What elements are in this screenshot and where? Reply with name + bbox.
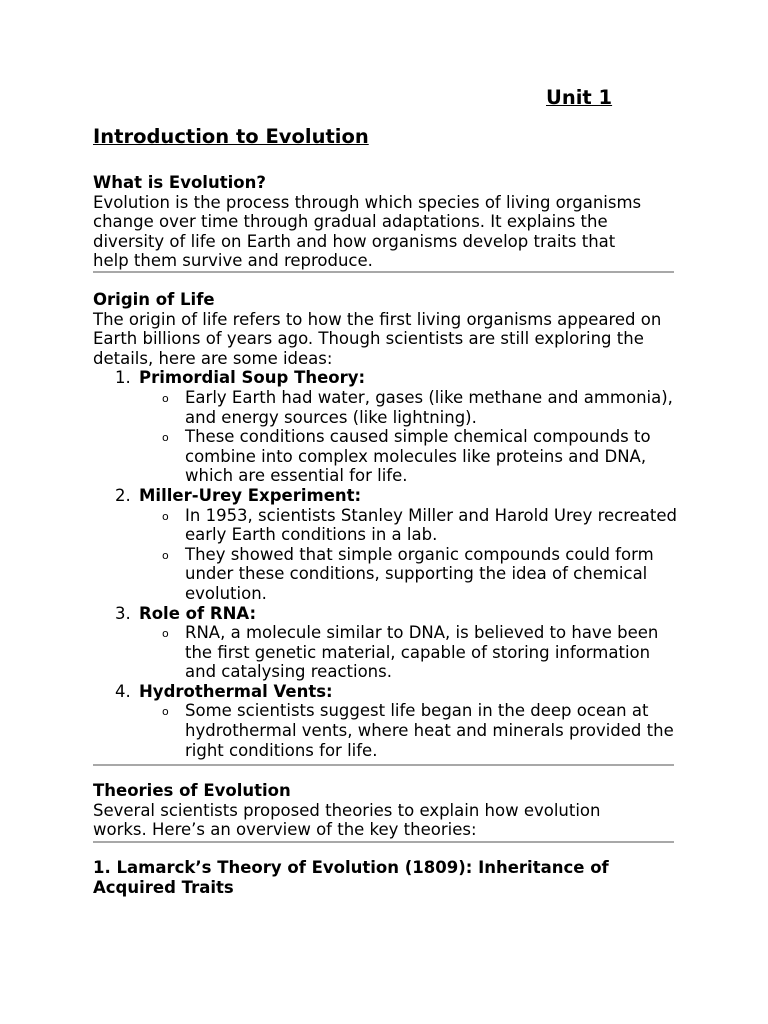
origin-list-item	[93, 486, 693, 604]
sub-list-text: RNA, a molecule similar to DNA, is believed to have been the first genetic material, capable of storing information and catalysing reactions.	[185, 623, 659, 682]
section-paragraph: Evolution is the process through which species of living organisms change over time through gradual adaptations. It explains the diversity of life on Earth and how organisms develop traits that help them survive and reproduce.	[93, 192, 642, 271]
list-item-title: Role of RNA:	[139, 603, 257, 623]
section-heading: What is Evolution?	[93, 173, 266, 192]
divider	[93, 764, 674, 766]
origin-list	[93, 368, 693, 760]
bullet-icon: o	[162, 431, 169, 445]
bullet-icon: o	[162, 705, 169, 719]
lamarck-heading: 1. Lamarck’s Theory of Evolution (1809): Inheritance of Acquired Traits	[93, 858, 609, 897]
bullet-icon: o	[162, 548, 169, 562]
sub-list	[139, 701, 693, 760]
origin-list-item	[93, 682, 693, 760]
list-item-title: Miller-Urey Experiment:	[139, 485, 362, 505]
section-theories-of-evolution	[93, 781, 693, 840]
section-heading: Theories of Evolution	[93, 781, 291, 800]
bullet-icon: o	[162, 509, 169, 523]
list-number: 1.	[115, 368, 131, 388]
sub-list-item	[162, 387, 685, 427]
sub-list-text: Early Earth had water, gases (like methane and ammonia), and energy sources (like lightning).	[185, 387, 673, 427]
divider	[93, 841, 674, 843]
unit-label: Unit 1	[546, 86, 613, 109]
section-origin-of-life	[93, 290, 693, 760]
sub-list	[139, 506, 693, 604]
sub-list	[139, 623, 693, 682]
sub-list-item	[162, 623, 685, 682]
section-paragraph: The origin of life refers to how the first living organisms appeared on Earth billions of years ago. Though scientists are still exploring the details, here are some ideas:	[93, 309, 662, 368]
bullet-icon: o	[162, 627, 169, 641]
sub-list-text: In 1953, scientists Stanley Miller and Harold Urey recreated early Earth conditions in a lab.	[185, 505, 678, 545]
section-paragraph: Several scientists proposed theories to explain how evolution works. Here’s an overview of the key theories:	[93, 800, 601, 840]
list-number: 4.	[115, 681, 131, 701]
sub-list-text: They showed that simple organic compounds could form under these conditions, supporting the idea of chemical evolution.	[185, 544, 654, 603]
sub-list-item	[162, 544, 685, 604]
section-what-is-evolution	[93, 173, 693, 271]
section-heading: Origin of Life	[93, 290, 215, 309]
sub-list-item	[162, 427, 685, 486]
origin-list-item	[93, 368, 693, 486]
sub-list-item	[162, 701, 685, 760]
sub-list-text: These conditions caused simple chemical compounds to combine into complex molecules like proteins and DNA, which are essential for life.	[185, 427, 651, 486]
sub-list-item	[162, 505, 685, 545]
page-title: Introduction to Evolution	[93, 125, 369, 148]
list-item-title: Primordial Soup Theory:	[139, 368, 366, 388]
list-number: 3.	[115, 603, 131, 623]
bullet-icon: o	[162, 391, 169, 405]
list-item-title: Hydrothermal Vents:	[139, 681, 333, 701]
origin-list-item	[93, 604, 693, 682]
sub-list-text: Some scientists suggest life began in the deep ocean at hydrothermal vents, where heat and minerals provided the right conditions for life.	[185, 701, 674, 760]
divider	[93, 271, 674, 273]
list-number: 2.	[115, 485, 131, 505]
sub-list	[139, 388, 693, 486]
